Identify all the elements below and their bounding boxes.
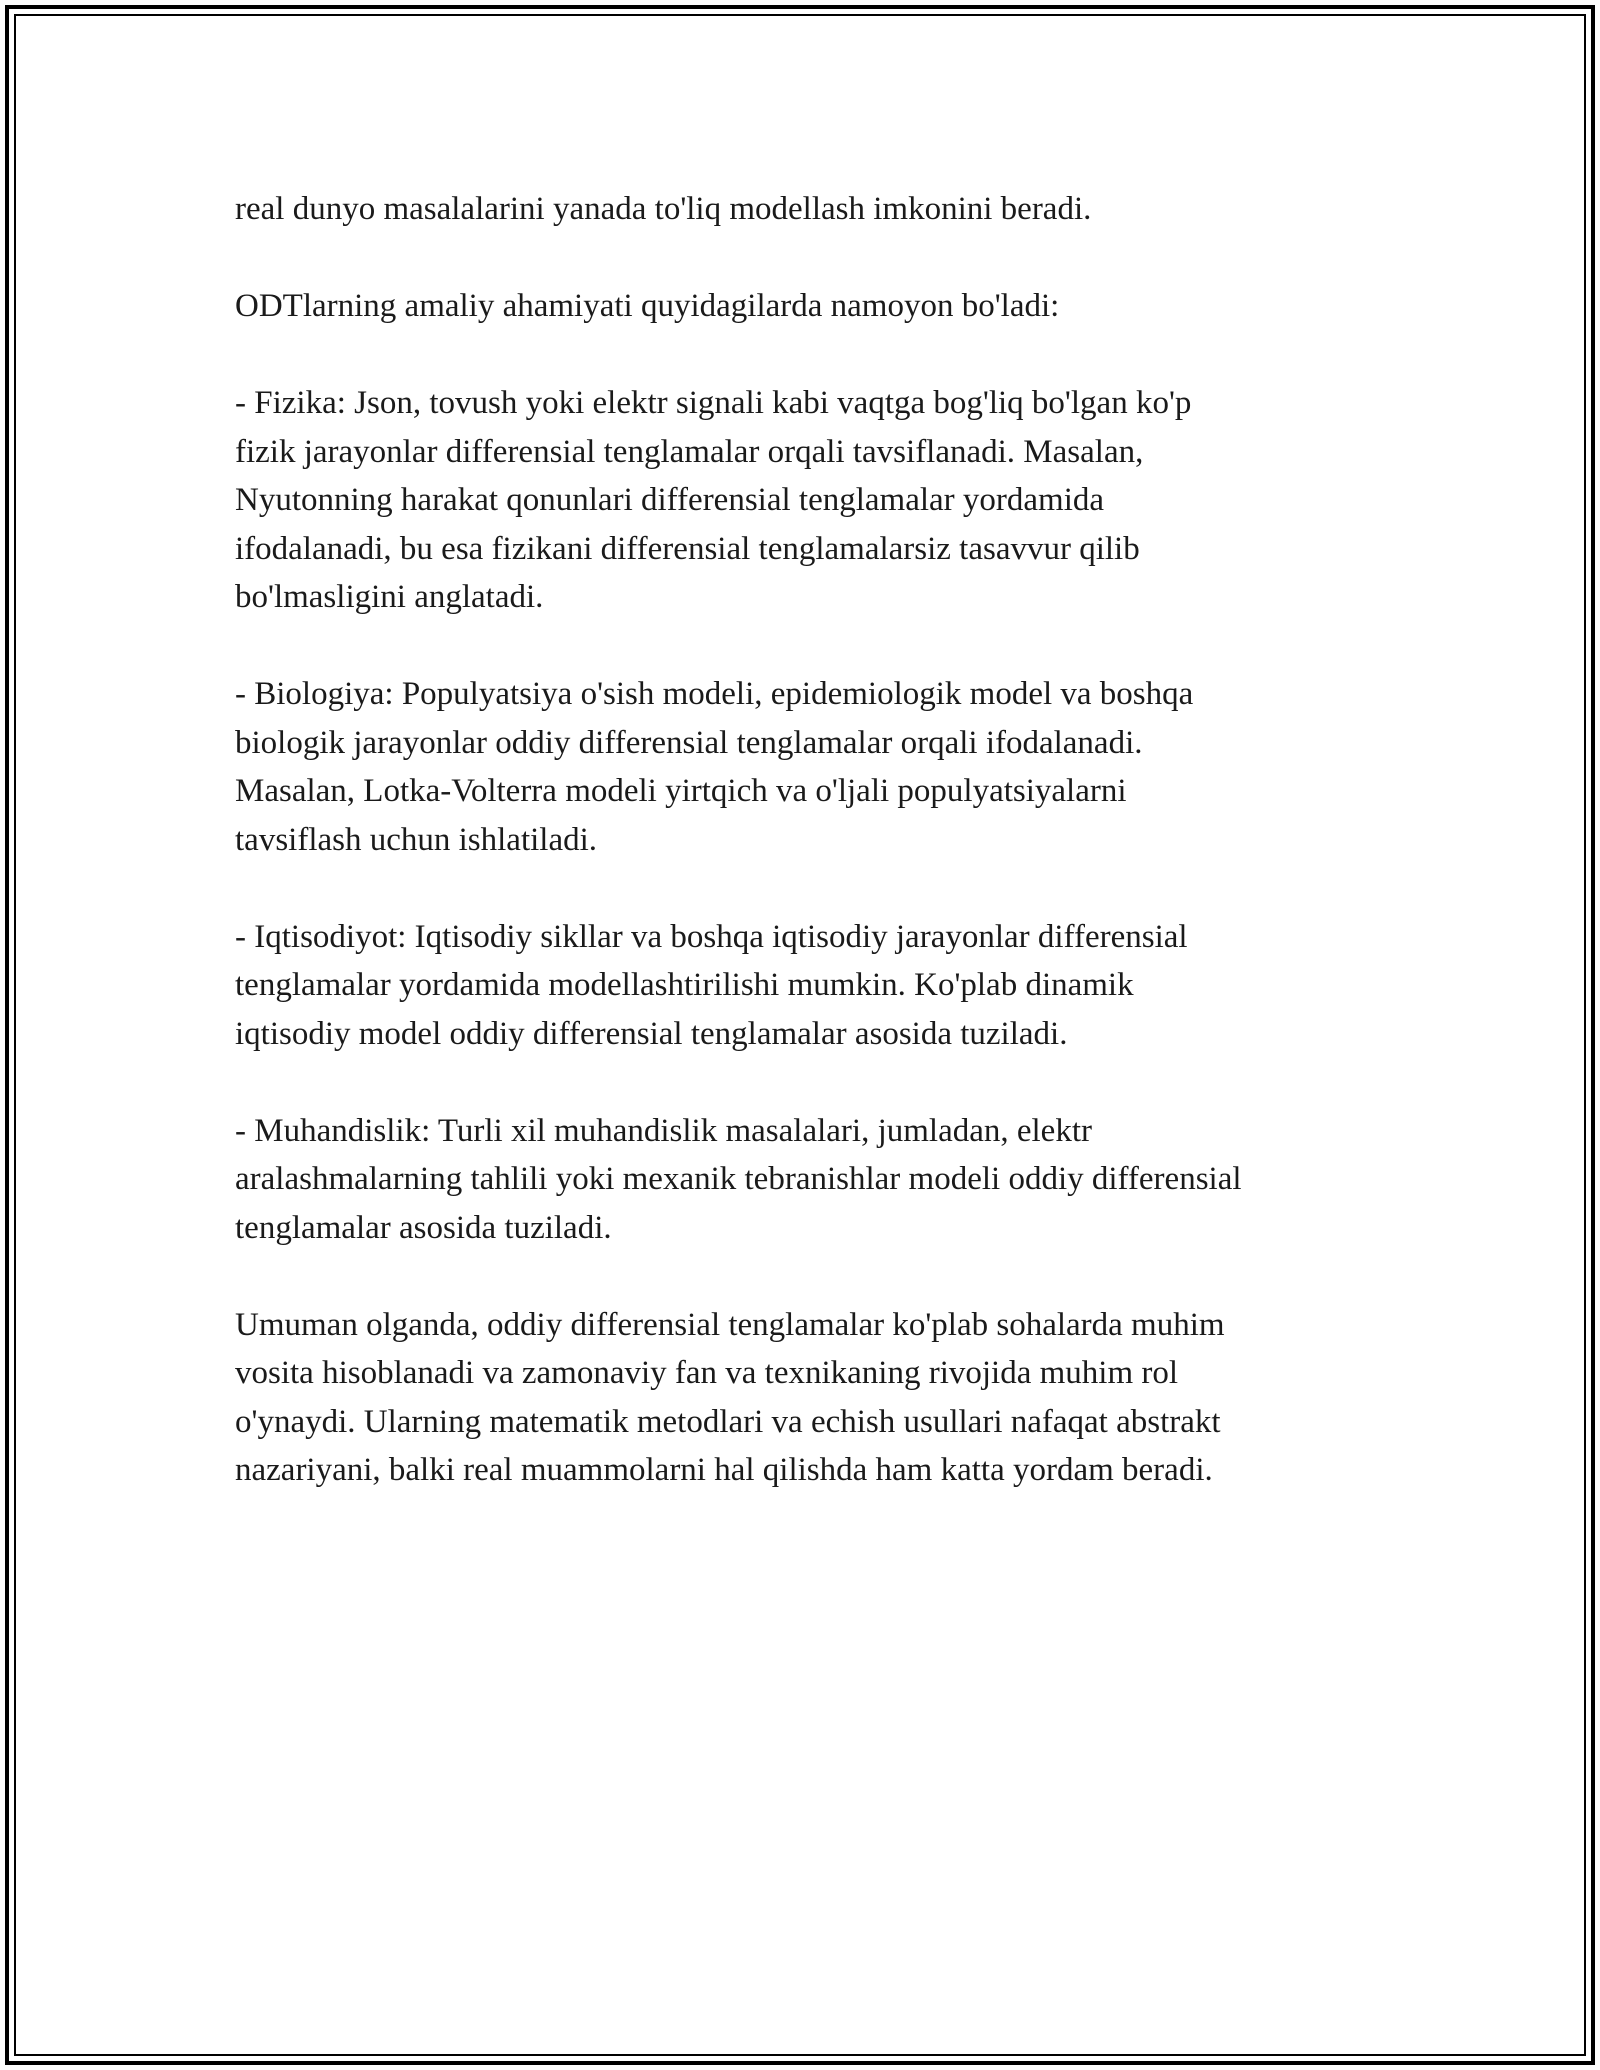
paragraph-applications-heading (235, 282, 1385, 331)
document-body (235, 185, 1385, 1543)
text-line: ODTlarning amaliy ahamiyati quyidagilarda namoyon bo'ladi: (235, 288, 1060, 324)
text-line: nazariyani, balki real muammolarni hal qilishda ham katta yordam beradi. (235, 1452, 1213, 1488)
text-line: tavsiflash uchun ishlatiladi. (235, 821, 598, 858)
text-line: bo'lmasligini anglatadi. (235, 579, 544, 615)
text-line: - Iqtisodiyot: Iqtisodiy sikllar va boshqa iqtisodiy jarayonlar differensial (235, 918, 1188, 955)
text-line: real dunyo masalalarini yanada to'liq modellash imkonini beradi. (235, 191, 1092, 227)
text-line: ifodalanadi, bu esa fizikani differensial tenglamalarsiz tasavvur qilib (235, 530, 1140, 567)
paragraph-engineering (235, 1107, 1385, 1253)
text-line: iqtisodiy model oddiy differensial tenglamalar asosida tuziladi. (235, 1015, 1068, 1052)
text-line: Nyutonning harakat qonunlari differensial tenglamalar yordamida (235, 482, 1105, 518)
text-line: o'ynaydi. Ularning matematik metodlari va echish usullari nafaqat abstrakt (235, 1403, 1221, 1440)
text-line: Umuman olganda, oddiy differensial tenglamalar ko'plab sohalarda muhim (235, 1306, 1225, 1343)
text-line: - Muhandislik: Turli xil muhandislik masalalari, jumladan, elektr (235, 1112, 1092, 1149)
text-line: tenglamalar yordamida modellashtirilishi mumkin. Ko'plab dinamik (235, 967, 1134, 1003)
text-line: - Fizika: Json, tovush yoki elektr signali kabi vaqtga bog'liq bo'lgan ko'p (235, 385, 1192, 421)
text-line: aralashmalarning tahlili yoki mexanik tebranishlar modeli oddiy differensial (235, 1161, 1242, 1197)
paragraph-physics (235, 379, 1385, 622)
text-line: tenglamalar asosida tuziladi. (235, 1209, 612, 1246)
text-line: fizik jarayonlar differensial tenglamalar orqali tavsiflanadi. Masalan, (235, 433, 1144, 470)
paragraph-intro-continuation (235, 185, 1385, 234)
text-line: - Biologiya: Populyatsiya o'sish modeli, epidemiologik model va boshqa (235, 676, 1194, 712)
text-line: vosita hisoblanadi va zamonaviy fan va texnikaning rivojida muhim rol (235, 1355, 1179, 1391)
paragraph-conclusion (235, 1301, 1385, 1495)
text-line: biologik jarayonlar oddiy differensial tenglamalar orqali ifodalanadi. (235, 724, 1143, 761)
text-line: Masalan, Lotka-Volterra modeli yirtqich va o'ljali populyatsiyalarni (235, 773, 1127, 809)
paragraph-economics (235, 913, 1385, 1059)
paragraph-biology (235, 670, 1385, 864)
